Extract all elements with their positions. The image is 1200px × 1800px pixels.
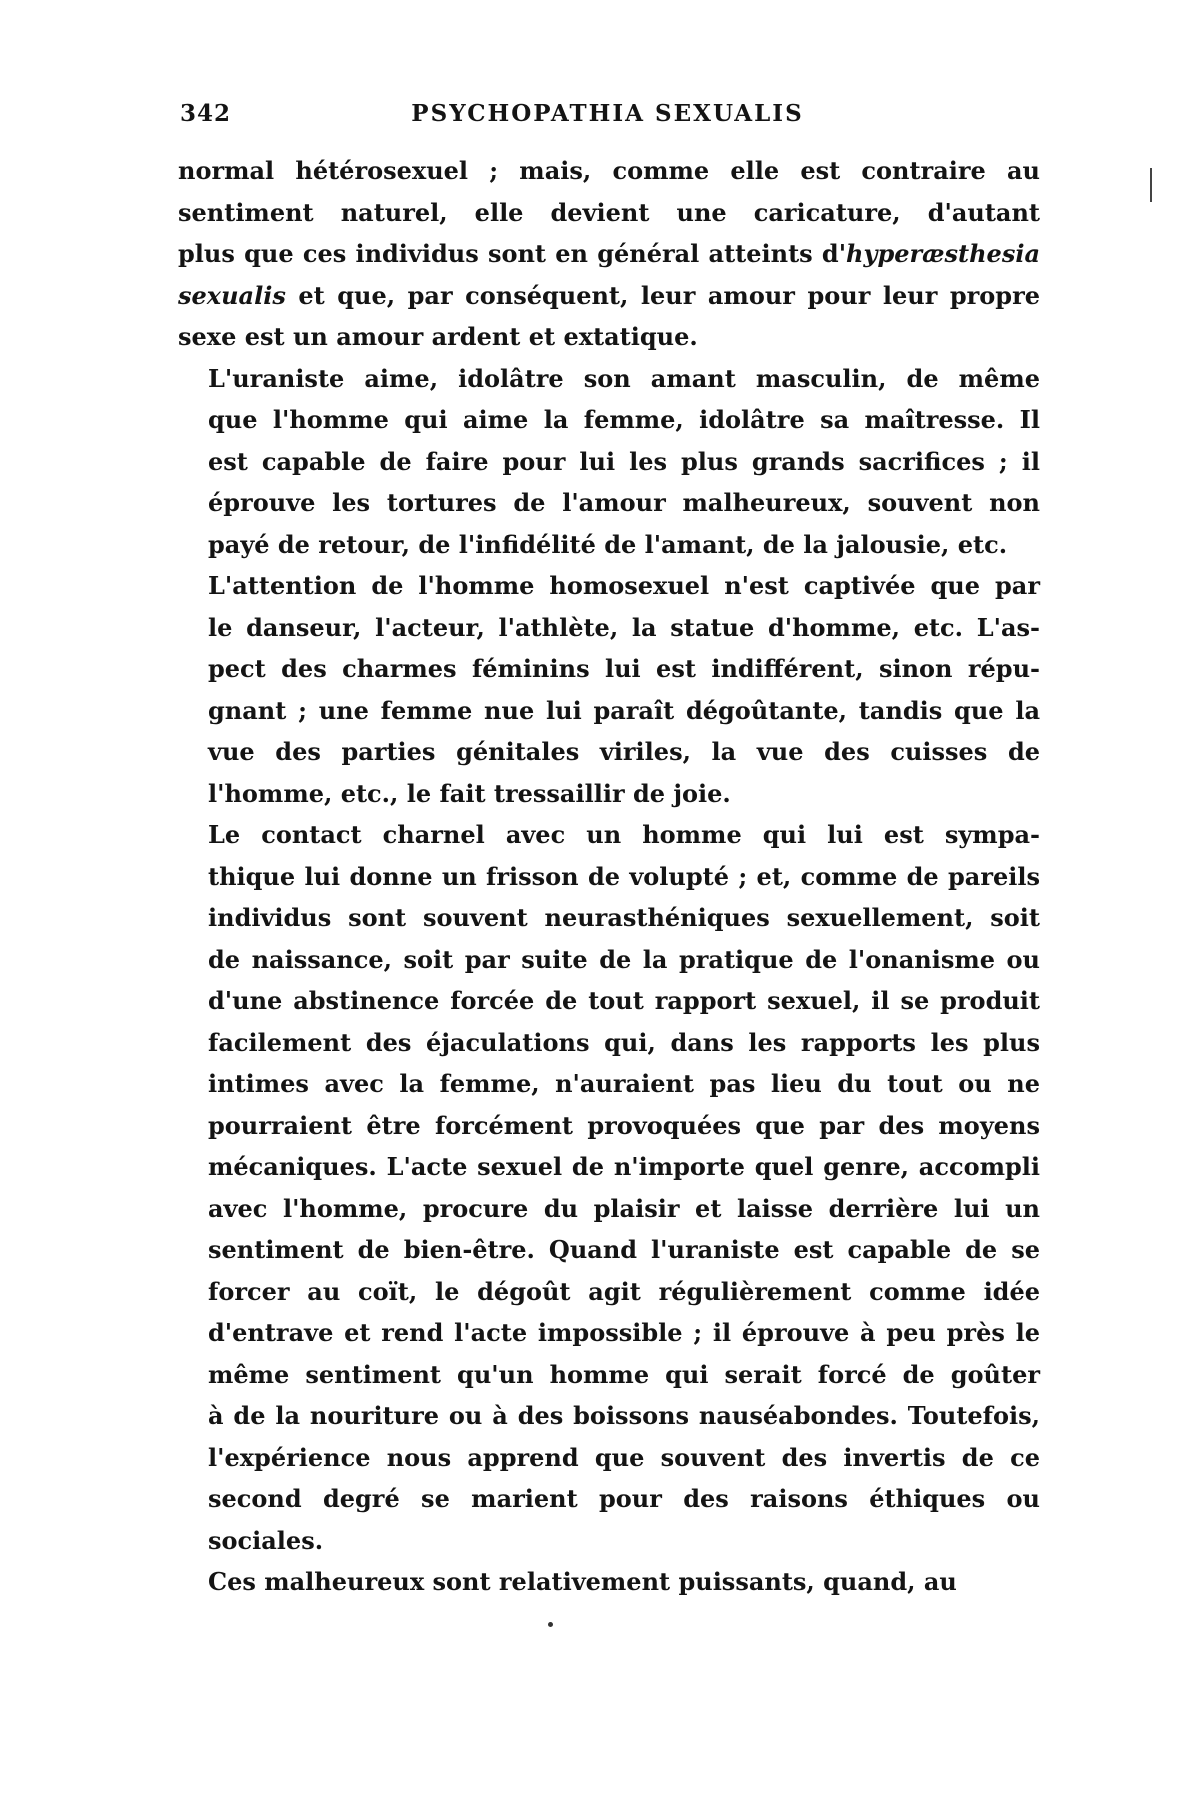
text-run: Ces malheureux sont relativement puissants, quand, au [208,1567,957,1596]
text-run: et que, par conséquent, leur amour pour leur propre [285,280,1040,310]
text-line [178,1229,1040,1271]
text-run: sexe est un amour ardent et extatique. [178,322,698,351]
text-run: le danseur, l'acteur, l'athlète, la statue d'homme, etc. L'as- [208,612,1040,642]
text-run: normal hétérosexuel ; mais, comme elle est contraire au [178,156,1040,185]
text-run: gnant ; une femme nue lui paraît dégoûtante, tandis que la [208,695,1040,725]
text-line [178,648,1040,690]
text-line [178,192,1040,234]
text-run: sociales. [208,1525,324,1555]
text-run: sentiment naturel, elle devient une caricature, d'autant [178,197,1040,227]
text-line [178,150,1040,192]
text-run: de naissance, soit par suite de la pratique de l'onanisme ou [208,944,1040,974]
text-line [178,814,1040,856]
text-line [178,1478,1040,1520]
text-line [178,939,1040,981]
text-line [178,524,1040,566]
text-run: payé de retour, de l'infidélité de l'amant, de la jalousie, etc. [208,529,1008,559]
text-line [178,565,1040,607]
text-line [178,773,1040,815]
text-run: d'entrave et rend l'acte impossible ; il éprouve à peu près le [208,1318,1040,1347]
text-line [178,1561,1040,1603]
paragraph [178,814,1040,1561]
text-run: facilement des éjaculations qui, dans les rapports les plus [208,1027,1040,1057]
text-line [178,731,1040,773]
text-line [178,980,1040,1022]
italic-term: hyperæsthesia [846,239,1040,268]
text-run: éprouve les tortures de l'amour malheureux, souvent non [208,488,1040,517]
text-run: même sentiment qu'un homme qui serait forcé de goûter [208,1359,1040,1389]
text-line [178,1146,1040,1188]
paragraph [178,358,1040,566]
italic-term: sexualis [178,280,286,310]
text-line [178,233,1040,275]
paragraph [178,1561,1040,1603]
page-number: 342 [180,100,232,127]
text-line [178,1271,1040,1313]
margin-mark [1150,168,1152,202]
text-line [178,1063,1040,1105]
text-line [178,1105,1040,1147]
text-line [178,856,1040,898]
text-line [178,1188,1040,1230]
text-run: thique lui donne un frisson de volupté ; et, comme de pareils [208,861,1040,891]
text-line [178,1395,1040,1437]
text-run: pect des charmes féminins lui est indifférent, sinon répu- [208,654,1040,683]
text-run: second degré se marient pour des raisons éthiques ou [208,1484,1040,1513]
text-run: avec l'homme, procure du plaisir et laisse derrière lui un [208,1193,1040,1223]
text-line [178,1312,1040,1354]
text-run: vue des parties génitales viriles, la vue des cuisses de [208,737,1040,766]
text-run: que l'homme qui aime la femme, idolâtre sa maîtresse. Il [208,405,1040,434]
body-text [178,150,1040,1603]
text-line [178,316,1040,358]
text-line [178,358,1040,400]
text-line [178,607,1040,649]
text-line [178,1437,1040,1479]
paragraph [178,565,1040,814]
text-run: l'homme, etc., le fait tressaillir de joie. [208,778,731,808]
text-line [178,441,1040,483]
text-line [178,399,1040,441]
text-run: l'expérience nous apprend que souvent des invertis de ce [208,1442,1040,1472]
text-run: intimes avec la femme, n'auraient pas lieu du tout ou ne [208,1069,1040,1098]
text-line [178,1520,1040,1562]
text-run: d'une abstinence forcée de tout rapport sexuel, il se produit [208,986,1040,1015]
paragraph [178,150,1040,358]
running-head [180,100,1035,136]
running-title: PSYCHOPATHIA SEXUALIS [411,100,804,127]
text-run: L'uraniste aime, idolâtre son amant masculin, de même [208,363,1040,393]
text-line [178,897,1040,939]
text-line [178,690,1040,732]
text-run: plus que ces individus sont en général atteints d' [178,239,847,268]
text-line [178,1354,1040,1396]
text-run: est capable de faire pour lui les plus grands sacrifices ; il [208,446,1040,476]
text-run: individus sont souvent neurasthéniques sexuellement, soit [208,903,1040,932]
text-line [178,1022,1040,1064]
text-run: L'attention de l'homme homosexuel n'est captivée que par [208,571,1040,600]
text-run: sentiment de bien-être. Quand l'uraniste est capable de se [208,1235,1040,1264]
text-run: Le contact charnel avec un homme qui lui est sympa- [208,820,1040,849]
text-run: mécaniques. L'acte sexuel de n'importe quel genre, accompli [208,1152,1040,1181]
text-line [178,275,1040,317]
text-run: à de la nouriture ou à des boissons nauséabondes. Toutefois, [208,1401,1040,1430]
text-run: pourraient être forcément provoquées que par des moyens [208,1110,1040,1140]
text-run: forcer au coït, le dégoût agit régulièrement comme idée [208,1276,1040,1306]
text-line [178,482,1040,524]
printing-speck [548,1622,553,1627]
